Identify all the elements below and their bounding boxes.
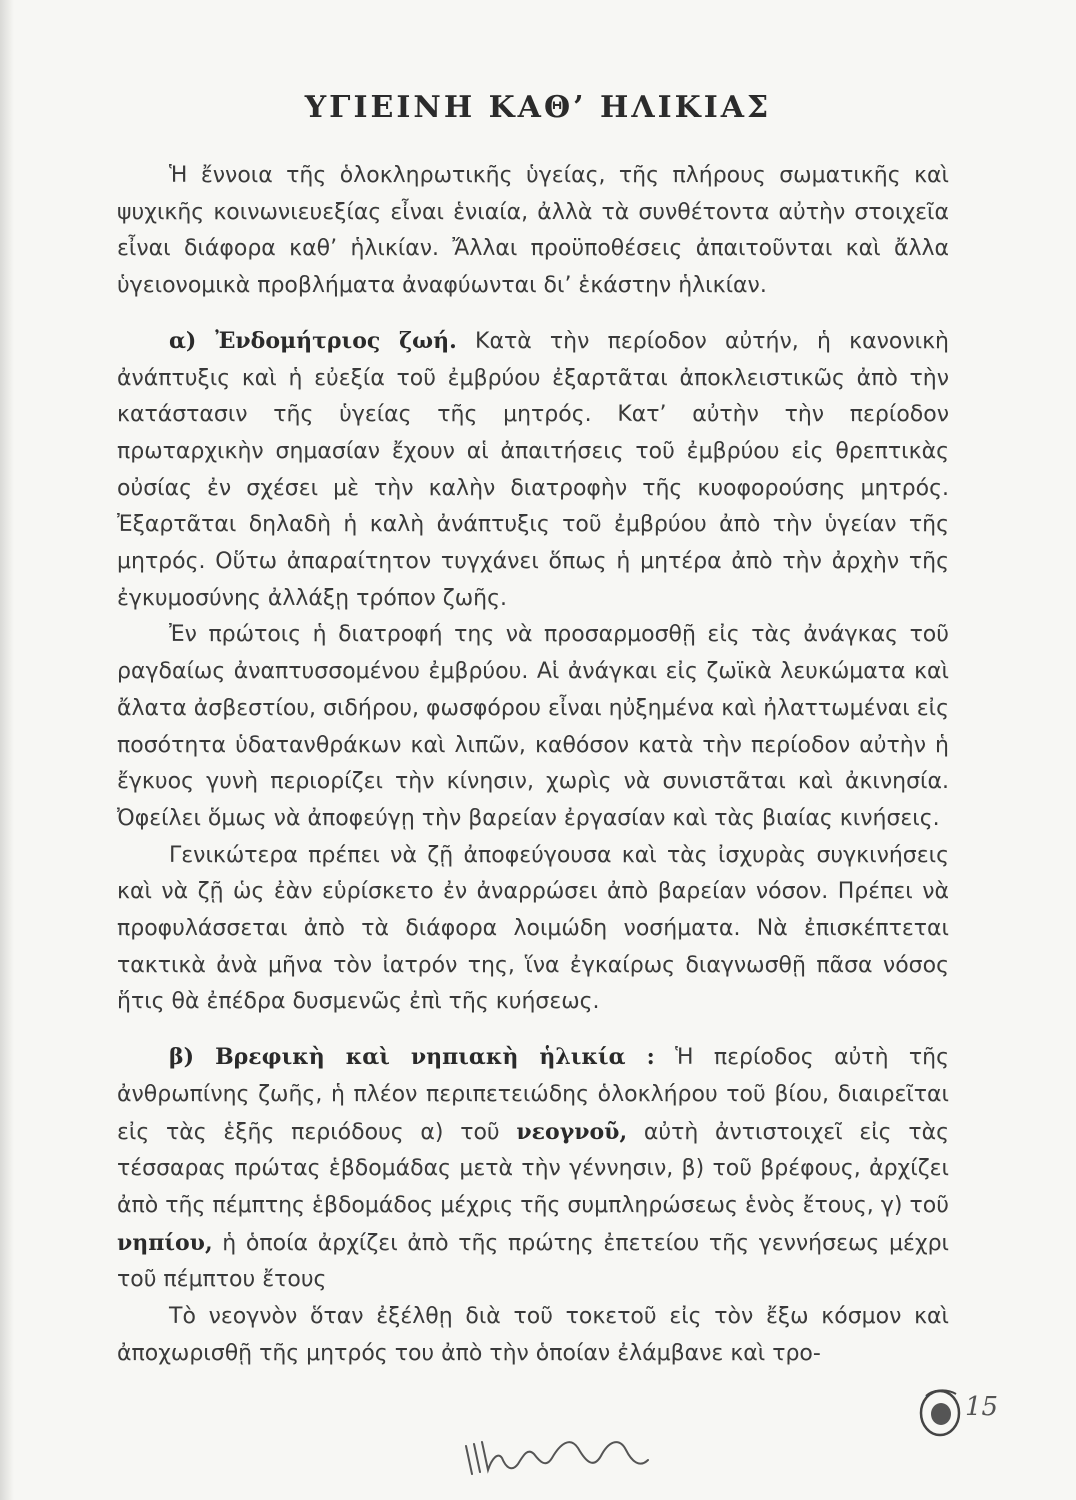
section-b-paragraph-2: Τὸ νεογνὸν ὅταν ἐξέλθῃ διὰ τοῦ τοκετοῦ εἰς τὸν ἔξω κόσμον καὶ ἀποχωρισθῇ τῆς μητρός του ἀπὸ τὴν ὁποίαν ἐλάμβανε καὶ τρο- xyxy=(117,1304,949,1366)
circular-stamp-mark xyxy=(918,1386,962,1438)
section-b-heading: β) Βρεφικὴ καὶ νηπιακὴ ἡλικία : xyxy=(169,1044,655,1071)
paragraph-gap xyxy=(117,305,949,323)
section-b-paragraph-1 xyxy=(117,1039,949,1299)
term-infant: νηπίου, xyxy=(117,1229,213,1256)
page-number: 15 xyxy=(965,1392,999,1422)
term-neonate: νεογνοῦ, xyxy=(516,1118,628,1145)
body-text xyxy=(117,158,949,1373)
section-b-text-1c: ἡ ὁποία ἀρχίζει ἀπὸ τῆς πρώτης ἐπετείου τῆς γεννήσεως μέχρι τοῦ πέμπτου ἔτους xyxy=(117,1230,949,1293)
section-b-text-1a: Ἡ περίοδος αὐτὴ τῆς ἀνθρωπίνης ζωῆς, ἡ πλέον περιπετειώδης ὁλοκλήρου τοῦ βίου, διαιρεῖται εἰς τὰς ἑξῆς περιόδους α) τοῦ xyxy=(117,1045,950,1145)
section-b-text-1b: αὐτὴ ἀντιστοιχεῖ εἰς τὰς τέσσαρας πρώτας ἑβδομάδας μετὰ τὴν γέννησιν, β) τοῦ βρέφους, ἀρχίζει ἀπὸ τῆς πέμπτης ἑβδομάδος μέχρις τῆς συμπληρώσεως ἑνὸς ἔτους, γ) τοῦ xyxy=(117,1119,949,1218)
section-a-paragraph-3: Γενικώτερα πρέπει νὰ ζῇ ἀποφεύγουσα καὶ τὰς ἰσχυρὰς συγκινήσεις καὶ νὰ ζῇ ὡς ἐὰν εὑρίσκετο ἐν ἀναρρώσει ἀπὸ βαρείαν νόσον. Πρέπει νὰ προφυλάσσεται ἀπὸ τὰ διάφορα λοιμώδη νοσήματα. Νὰ ἐπισκέπτεται τακτικὰ ἀνὰ μῆνα τὸν ἰατρόν της, ἵνα ἐγκαίρως διαγνωσθῇ πᾶσα νόσος ἥτις θὰ ἐπέδρα δυσμενῶς ἐπὶ τῆς κυήσεως. xyxy=(117,842,949,1015)
section-a-paragraph-2: Ἐν πρώτοις ἡ διατροφή της νὰ προσαρμοσθῇ εἰς τὰς ἀνάγκας τοῦ ραγδαίως ἀναπτυσσομένου ἐμβρύου. Αἱ ἀνάγκαι εἰς ζωϊκὰ λευκώματα καὶ ἄλατα ἀσβεστίου, σιδήρου, φωσφόρου εἶναι ηὐξημένα καὶ ἠλαττωμέναι εἰς ποσότητα ὑδατανθράκων καὶ λιπῶν, καθόσον κατὰ τὴν περίοδον αὐτὴν ἡ ἔγκυος γυνὴ περιορίζει τὴν κίνησιν, χωρὶς νὰ συνιστᾶται καὶ ἀκινησία. Ὀφείλει ὅμως νὰ ἀποφεύγῃ τὴν βαρείαν ἐργασίαν καὶ τὰς βιαίας κινήσεις. xyxy=(117,622,949,831)
intro-paragraph: Ἡ ἔννοια τῆς ὁλοκληρωτικῆς ὑγείας, τῆς πλήρους σωματικῆς καὶ ψυχικῆς κοινωνιευεξίας εἶναι ἑνιαία, ἀλλὰ τὰ συνθέτοντα αὐτὴν στοιχεῖα εἶναι διάφορα καθ’ ἡλικίαν. Ἄλλαι προϋποθέσεις ἀπαιτοῦνται καὶ ἄλλα ὑγειονομικὰ προβλήματα ἀναφύωνται δι’ ἑκάστην ἡλικίαν. xyxy=(117,163,949,299)
section-a-heading: α) Ἐνδομήτριος ζωή. xyxy=(169,327,457,354)
handwritten-signature xyxy=(462,1428,652,1488)
section-a-paragraph-1 xyxy=(117,323,949,618)
section-a-text-1: Κατὰ τὴν περίοδον αὐτήν, ἡ κανονικὴ ἀνάπτυξις καὶ ἡ εὐεξία τοῦ ἐμβρύου ἐξαρτᾶται ἀποκλειστικῶς ἀπὸ τὴν κατάστασιν τῆς ὑγείας τῆς μητρός. Κατ’ αὐτὴν τὴν περίοδον πρωταρχικὴν σημασίαν ἔχουν αἱ ἀπαιτήσεις τοῦ ἐμβρύου εἰς θρεπτικὰς οὐσίας ἐν σχέσει μὲ τὴν καλὴν διατροφὴν τῆς κυοφορούσης μητρός. Ἐξαρτᾶται δηλαδὴ ἡ καλὴ ἀνάπτυξις τοῦ ἐμβρύου ἀπὸ τὴν ὑγείαν τῆς μητρός. Οὕτω ἀπαραίτητον τυγχάνει ὅπως ἡ μητέρα ἀπὸ τὴν ἀρχὴν τῆς ἐγκυμοσύνης ἀλλάξῃ τρόπον ζωῆς. xyxy=(117,328,950,611)
page-left-edge-shadow xyxy=(0,0,14,1500)
page-title: ΥΓΙΕΙΝΗ ΚΑΘ’ ΗΛΙΚΙΑΣ xyxy=(304,90,772,125)
paragraph-gap xyxy=(117,1021,949,1039)
